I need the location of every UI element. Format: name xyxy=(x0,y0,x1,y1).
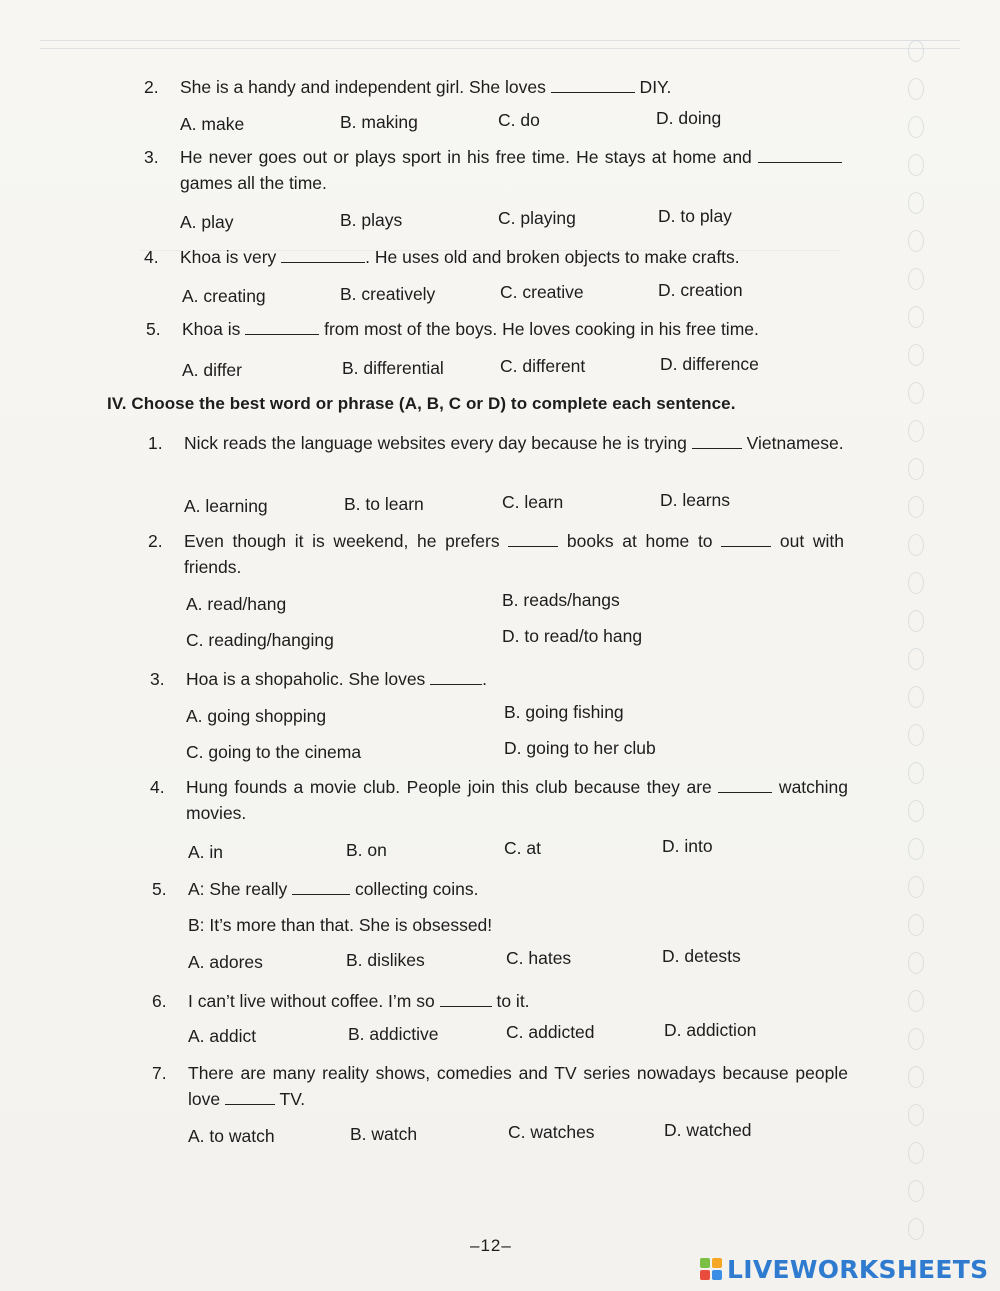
answer-blank[interactable] xyxy=(292,893,350,895)
question-number: 3. xyxy=(150,669,165,689)
section-heading: IV. Choose the best word or phrase (A, B, C or D) to complete each sentence. xyxy=(107,394,736,413)
option-c[interactable]: C. addicted xyxy=(506,1022,595,1042)
option-c[interactable]: C. at xyxy=(504,838,541,858)
question-number: 6. xyxy=(152,991,167,1011)
option-a[interactable]: A. make xyxy=(180,114,245,134)
question-text: out with friends. xyxy=(184,531,844,577)
option-a[interactable]: A. read/hang xyxy=(186,594,287,614)
question-3-5 xyxy=(146,316,842,342)
option-d[interactable]: D. detests xyxy=(662,946,741,966)
option-d[interactable]: D. to play xyxy=(658,206,732,226)
answer-blank[interactable] xyxy=(758,161,842,163)
liveworksheets-logo[interactable] xyxy=(700,1254,988,1284)
question-text: TV. xyxy=(274,1089,306,1109)
question-text: Vietnamese. xyxy=(741,433,844,453)
question-4-7 xyxy=(152,1060,848,1112)
question-number: 2. xyxy=(144,77,159,97)
question-number: 5. xyxy=(152,879,167,899)
answer-blank[interactable] xyxy=(718,791,772,793)
question-text: A: She really xyxy=(188,879,293,899)
option-c[interactable]: C. do xyxy=(498,110,540,130)
question-number: 5. xyxy=(146,319,161,339)
option-a[interactable]: A. learning xyxy=(184,496,268,516)
answer-blank[interactable] xyxy=(508,545,558,547)
option-a[interactable]: A. in xyxy=(188,842,224,862)
brand-name: LIVEWORKSHEETS xyxy=(727,1254,989,1284)
question-4-4 xyxy=(150,774,848,826)
option-d[interactable]: D. learns xyxy=(660,490,731,510)
question-text: Hung founds a movie club. People join this club because they are xyxy=(186,777,719,797)
answer-blank[interactable] xyxy=(551,91,635,93)
option-b[interactable]: B. addictive xyxy=(348,1024,439,1044)
option-a[interactable]: A. going shopping xyxy=(186,706,327,726)
question-text: collecting coins. xyxy=(350,879,479,899)
question-text: Hoa is a shopaholic. She loves xyxy=(186,669,431,689)
option-b[interactable]: B. creatively xyxy=(340,284,436,304)
question-text: watching movies. xyxy=(186,777,848,823)
question-3-2 xyxy=(144,74,740,100)
question-text: games all the time. xyxy=(180,173,327,193)
answer-blank[interactable] xyxy=(721,545,771,547)
option-c[interactable]: C. playing xyxy=(498,208,576,228)
logo-grid-icon xyxy=(700,1258,722,1280)
option-b[interactable]: B. watch xyxy=(350,1124,418,1144)
option-d[interactable]: D. addiction xyxy=(664,1020,757,1040)
question-number: 2. xyxy=(148,531,163,551)
option-c[interactable]: C. watches xyxy=(508,1122,595,1142)
option-b[interactable]: B. to learn xyxy=(344,494,424,514)
question-number: 1. xyxy=(148,433,163,453)
question-text: . He uses old and broken objects to make crafts. xyxy=(365,247,740,267)
option-a[interactable]: A. play xyxy=(180,212,234,232)
option-d[interactable]: D. to read/to hang xyxy=(502,626,643,646)
dialogue-line-b: B: It’s more than that. She is obsessed! xyxy=(188,915,493,935)
answer-blank[interactable] xyxy=(692,447,742,449)
question-4-2 xyxy=(148,528,844,580)
question-text: books at home to xyxy=(558,531,722,551)
question-text: DIY. xyxy=(634,77,672,97)
question-number: 4. xyxy=(150,777,165,797)
question-text: She is a handy and independent girl. She loves xyxy=(180,77,551,97)
question-text: Nick reads the language websites every day because he is trying xyxy=(184,433,692,453)
option-a[interactable]: A. to watch xyxy=(188,1126,275,1146)
question-4-5 xyxy=(152,876,688,902)
question-3-4 xyxy=(144,244,800,270)
question-text: Khoa is very xyxy=(180,247,282,267)
question-text: . xyxy=(482,669,488,689)
question-text: Khoa is xyxy=(182,319,246,339)
option-a[interactable]: A. differ xyxy=(182,360,242,380)
answer-blank[interactable] xyxy=(225,1103,275,1105)
question-text: Even though it is weekend, he prefers xyxy=(184,531,509,551)
option-d[interactable]: D. going to her club xyxy=(504,738,656,758)
option-d[interactable]: D. watched xyxy=(664,1120,752,1140)
option-d[interactable]: D. creation xyxy=(658,280,743,300)
option-b[interactable]: B. on xyxy=(346,840,387,860)
option-b[interactable]: B. differential xyxy=(342,358,444,378)
option-c[interactable]: C. reading/hanging xyxy=(186,630,334,650)
question-3-3 xyxy=(144,144,842,196)
option-b[interactable]: B. dislikes xyxy=(346,950,425,970)
question-4-6 xyxy=(152,988,748,1014)
answer-blank[interactable] xyxy=(430,683,482,685)
option-b[interactable]: B. reads/hangs xyxy=(502,590,620,610)
question-text: I can’t live without coffee. I’m so xyxy=(188,991,440,1011)
option-d[interactable]: D. doing xyxy=(656,108,722,128)
option-d[interactable]: D. into xyxy=(662,836,713,856)
option-c[interactable]: C. creative xyxy=(500,282,584,302)
option-c[interactable]: C. going to the cinema xyxy=(186,742,362,762)
scan-artifact-line xyxy=(40,40,960,41)
question-text: He never goes out or plays sport in his free time. He stays at home and xyxy=(180,147,758,167)
question-number: 4. xyxy=(144,247,159,267)
option-b[interactable]: B. going fishing xyxy=(504,702,624,722)
question-4-3 xyxy=(150,666,746,692)
option-a[interactable]: A. creating xyxy=(182,286,266,306)
page-number: –12– xyxy=(470,1236,512,1255)
option-b[interactable]: B. making xyxy=(340,112,418,132)
answer-blank[interactable] xyxy=(440,1005,492,1007)
question-text: There are many reality shows, comedies and TV series nowadays because people love xyxy=(188,1063,848,1109)
option-a[interactable]: A. addict xyxy=(188,1026,257,1046)
answer-blank[interactable] xyxy=(281,261,365,263)
scan-artifact-line xyxy=(40,48,960,49)
question-number: 7. xyxy=(152,1063,167,1083)
margin-binding-holes xyxy=(908,40,930,1256)
option-a[interactable]: A. adores xyxy=(188,952,263,972)
question-text: to it. xyxy=(491,991,530,1011)
option-d[interactable]: D. difference xyxy=(660,354,759,374)
option-c[interactable]: C. hates xyxy=(506,948,572,968)
option-c[interactable]: C. different xyxy=(500,356,586,376)
option-b[interactable]: B. plays xyxy=(340,210,403,230)
question-4-1 xyxy=(148,430,844,456)
question-number: 3. xyxy=(144,147,159,167)
answer-blank[interactable] xyxy=(245,333,319,335)
question-text: from most of the boys. He loves cooking in his free time. xyxy=(319,319,759,339)
option-c[interactable]: C. learn xyxy=(502,492,564,512)
